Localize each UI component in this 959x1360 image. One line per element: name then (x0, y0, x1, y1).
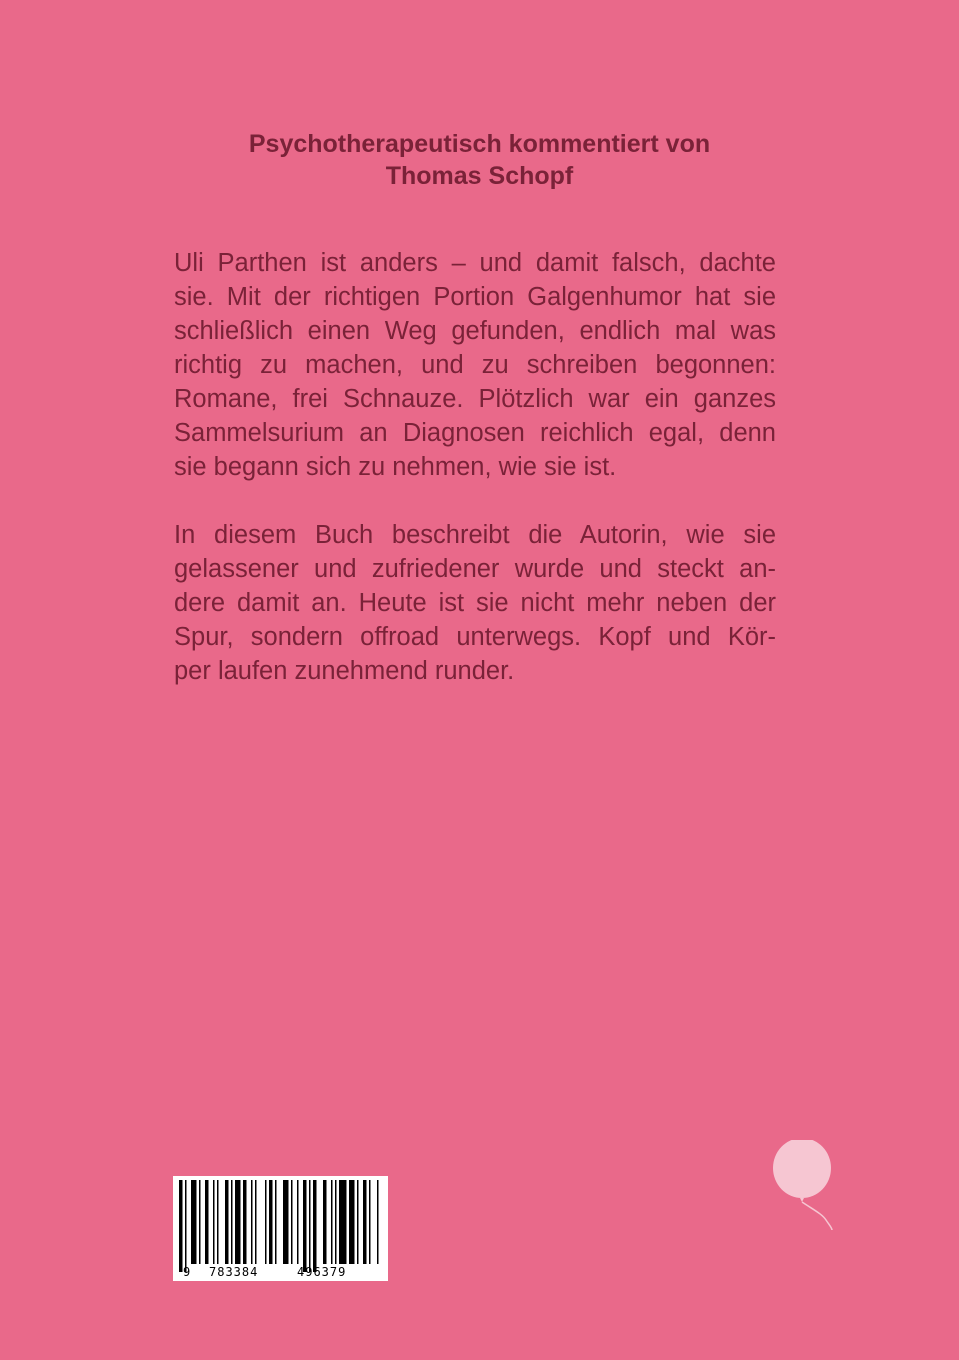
blurb-line: In diesem Buch beschreibt die Autorin, wie sie (174, 521, 776, 549)
blurb-line: gelassener und zufriedener wurde und steckt an- (174, 555, 776, 583)
blurb-line: schließlich einen Weg gefunden, endlich mal was (174, 317, 776, 345)
blurb-line: per laufen zunehmend runder. (174, 657, 515, 685)
blurb-line: richtig zu machen, und zu schreiben begonnen: (174, 351, 776, 379)
blurb-line: Uli Parthen ist anders – und damit falsch, dachte (174, 249, 776, 277)
blurb-line: dere damit an. Heute ist sie nicht mehr neben der (174, 589, 776, 617)
isbn-barcode (173, 1176, 388, 1281)
blurb-paragraph-1 (174, 246, 776, 484)
barcode-digit-first: 9 (183, 1265, 191, 1279)
balloon-icon (770, 1140, 840, 1240)
barcode-digits-left: 783384 (209, 1265, 259, 1279)
subtitle-line-2: Thomas Schopf (385, 162, 574, 190)
blurb-line: sie. Mit der richtigen Portion Galgenhumor hat sie (174, 283, 776, 311)
blurb-line: Spur, sondern offroad unterwegs. Kopf und Kör- (174, 623, 776, 651)
barcode-bars (173, 1176, 388, 1281)
subtitle-line-1: Psychotherapeutisch kommentiert von (248, 130, 711, 158)
blurb-line: sie begann sich zu nehmen, wie sie ist. (174, 453, 617, 481)
blurb-line: Sammelsurium an Diagnosen reichlich egal, denn (174, 419, 776, 447)
blurb (174, 246, 776, 688)
blurb-paragraph-2 (174, 518, 776, 688)
subtitle (0, 128, 959, 192)
blurb-line: Romane, frei Schnauze. Plötzlich war ein ganzes (174, 385, 776, 413)
barcode-digits-right: 496379 (297, 1265, 347, 1279)
